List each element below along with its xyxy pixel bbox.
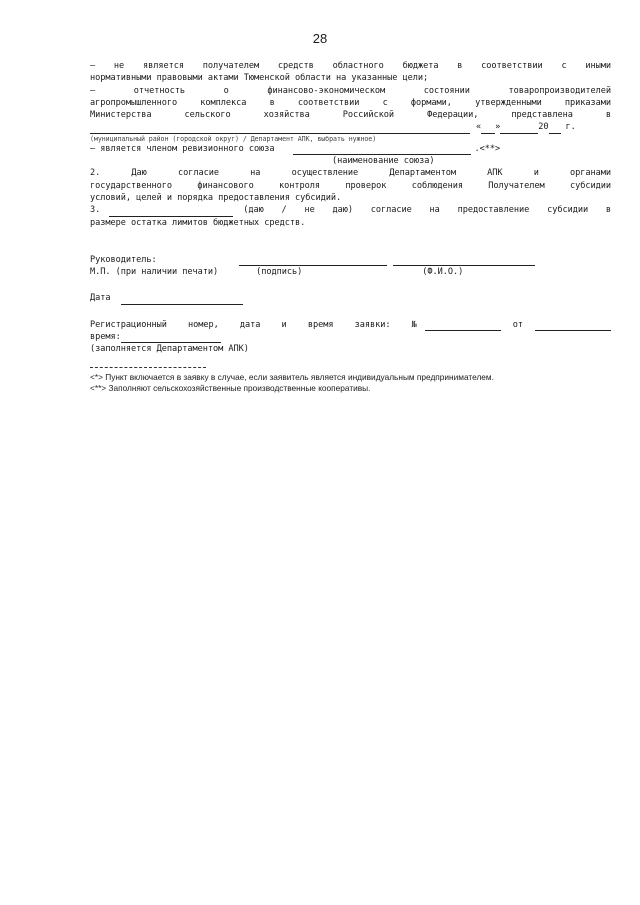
paragraph-reporting — [90, 85, 611, 143]
union-row — [90, 143, 611, 155]
registration-from: от — [512, 319, 523, 330]
date-close-quote: » — [495, 122, 501, 133]
paragraph-union — [90, 143, 611, 168]
union-name-field[interactable] — [293, 145, 471, 155]
text-line: государственного финансового контроля проверок соблюдения Получателем субсидии — [90, 180, 611, 191]
text-line: – не является получателем средств областного бюджета в соответствии с иными — [90, 61, 611, 71]
date-field[interactable] — [121, 295, 243, 305]
registration-time-row — [90, 331, 611, 343]
form-body — [90, 60, 611, 356]
consent-choice-field[interactable] — [109, 207, 233, 217]
union-hint: (наименование союза) — [332, 156, 435, 167]
year-prefix: 20 — [538, 122, 549, 133]
date-label: Дата — [90, 293, 111, 304]
footnote-separator — [90, 367, 206, 368]
head-label: Руководитель: — [90, 254, 157, 265]
signature-field[interactable] — [239, 256, 387, 266]
registration-number-field[interactable] — [425, 321, 501, 331]
date-open-quote: « — [476, 122, 482, 133]
text-line: нормативными правовыми актами Тюменской области на указанные цели; — [90, 73, 429, 84]
paragraph-3-row — [90, 204, 611, 216]
recipient-field[interactable] — [90, 124, 470, 134]
stamp-label: М.П. (при наличии печати) — [90, 267, 219, 278]
time-field[interactable] — [121, 333, 221, 343]
day-field[interactable] — [481, 124, 495, 134]
registration-label: Регистрационный номер, дата и время заявки: № — [90, 319, 417, 330]
text-line: условий, целей и порядка предоставления субсидий. — [90, 192, 342, 203]
head-row — [90, 254, 611, 266]
sign-caption: (подпись) — [256, 267, 303, 278]
signature-captions — [90, 266, 611, 278]
date-row — [90, 292, 611, 304]
paragraph-3-consent — [90, 204, 611, 229]
paragraph-not-recipient — [90, 60, 611, 85]
month-field[interactable] — [500, 124, 538, 134]
paragraph-3-number: 3. — [90, 205, 101, 216]
signature-block — [90, 254, 611, 279]
registration-block — [90, 319, 611, 356]
page-number: 28 — [312, 31, 328, 46]
full-name-field[interactable] — [393, 256, 535, 266]
paragraph-3-text: (даю / не даю) согласие на предоставление субсидии в — [243, 205, 611, 216]
recipient-hint: (муниципальный район (городской округ) / Департамент АПК, выбрать нужное) — [90, 133, 470, 143]
registration-date-field[interactable] — [535, 321, 611, 331]
text-line: агропромышленного комплекса в соответствии с формами, утвержденными приказами — [90, 97, 611, 108]
footnote-double-star: <**> Заполняют сельскохозяйственные производственные кооперативы. — [90, 383, 371, 393]
paragraph-2-consent — [90, 167, 611, 204]
text-line: 2. Даю согласие на осуществление Департаментом АПК и органами — [90, 168, 611, 179]
union-text: – является членом ревизионного союза — [90, 143, 275, 154]
year-suffix: г. — [565, 122, 576, 133]
reporting-recipient-row — [90, 121, 611, 133]
union-suffix: .<**> — [474, 143, 501, 154]
name-caption: (Ф.И.О.) — [422, 267, 464, 278]
registration-note: (заполняется Департаментом АПК) — [90, 344, 249, 355]
registration-row — [90, 319, 611, 331]
time-label: время: — [90, 332, 121, 343]
text-line: размере остатка лимитов бюджетных средств. — [90, 217, 306, 228]
footnotes — [90, 367, 590, 394]
text-line: Министерства сельского хозяйства Российской Федерации, представлена в — [90, 110, 611, 121]
text-line: – отчетность о финансово-экономическом состоянии товаропроизводителей — [90, 85, 611, 96]
footnote-single-star: <*> Пункт включается в заявку в случае, если заявитель является индивидуальным предпринимателем. — [90, 372, 494, 382]
year-field[interactable] — [549, 124, 561, 134]
